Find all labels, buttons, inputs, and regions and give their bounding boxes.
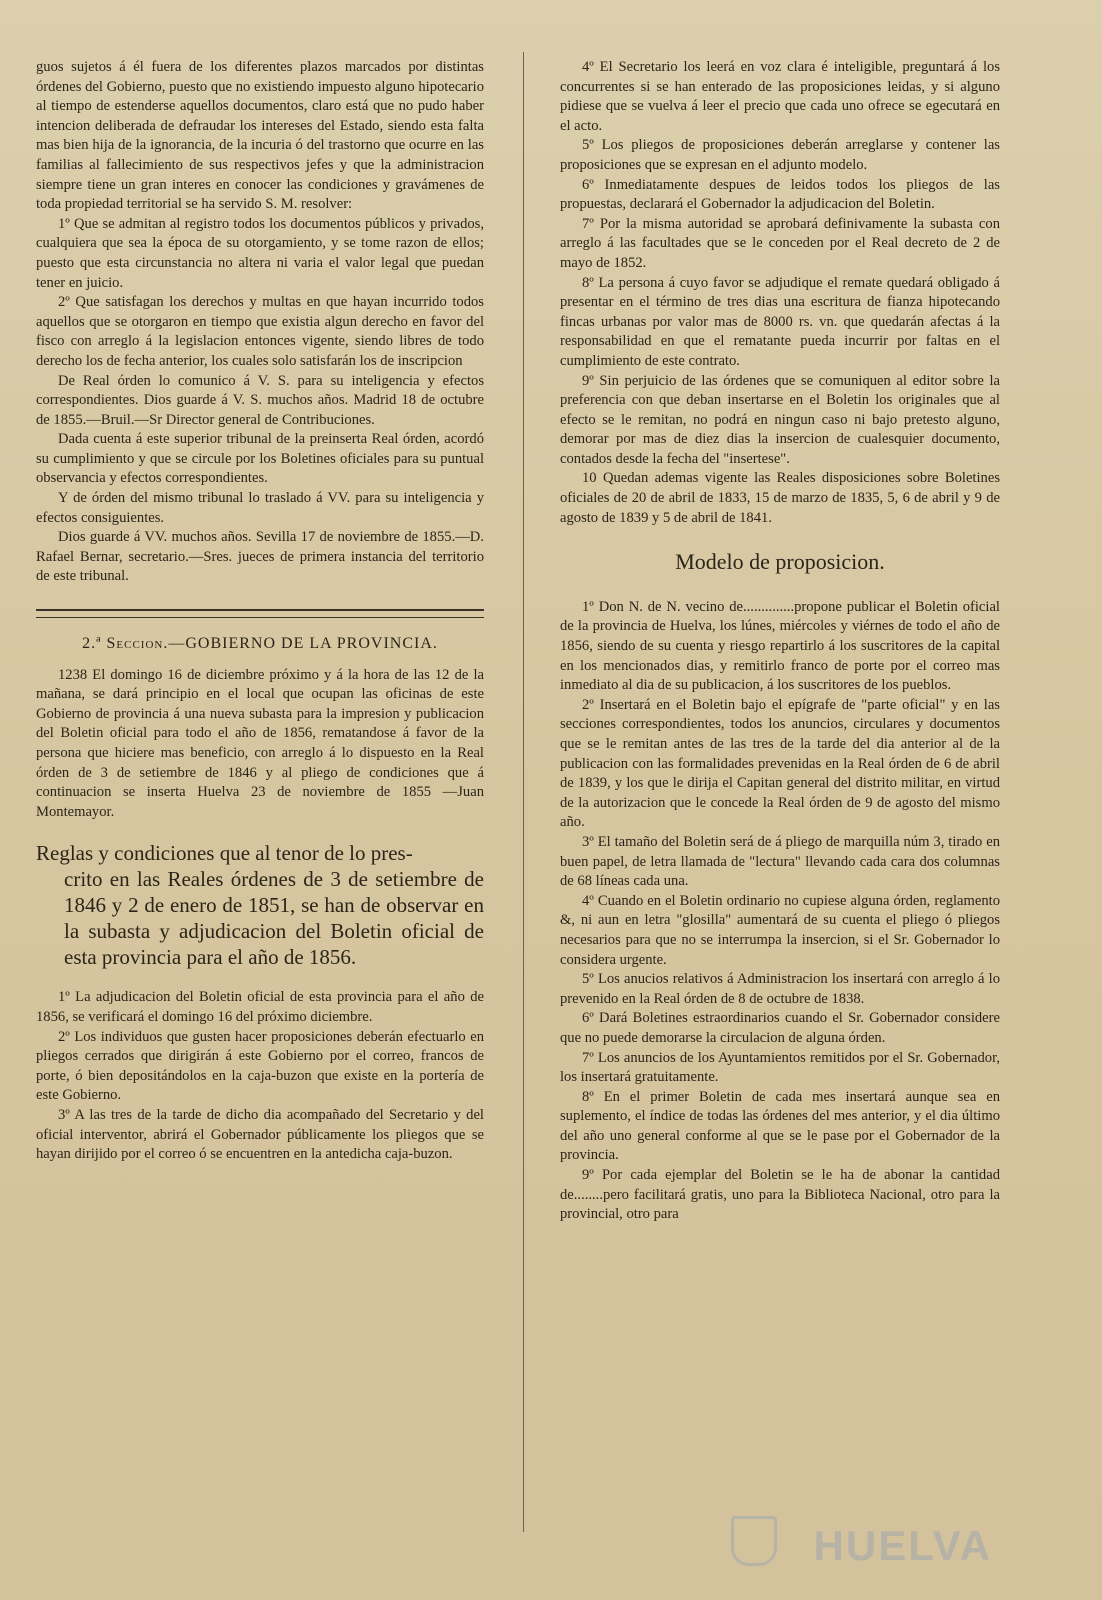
modelo-item: 8º En el primer Boletin de cada mes insertará aunque sea en suplemento, el índice de todas las órdenes del mes anterior, y el dia último del año uno general conforme al que se le pase por el Gobernador de la provincia.	[560, 1088, 1000, 1164]
modelo-item: 4º Cuando en el Boletin ordinario no cupiese alguna órden, reglamento &, ni aun en letra "glosilla" aumentará de su cuenta el pliego ó pliegos necesarios para que no se interrumpa la insercion, si el Sr. Gobernador lo considera urgente.	[560, 892, 1000, 968]
left-paragraph: guos sujetos á él fuera de los diferentes plazos marcados por distintas órdenes del Gobierno, puesto que no existiendo impuesto alguno hipotecario al tiempo de estenderse aquellos documentos, claro está que no pudo haber intencion deliberada de defraudar los intereses del Estado, siendo esta falta mas bien hija de la ignorancia, de la incuria ó del trastorno que ocurre en las familias al fallecimiento de sus respectivos jefes y que la administracion siempre tiene un gran interes en conocer las condiciones y gravámenes de toda propiedad territorial se ha servido S. M. resolver:	[36, 59, 484, 213]
modelo-item: 9º Por cada ejemplar del Boletin se le ha de abonar la cantidad de........pero facilitará gratis, uno para la Biblioteca Nacional, otro para la provincial, otro para	[560, 1167, 1000, 1223]
section-divider	[36, 609, 484, 618]
modelo-item: 6º Dará Boletines estraordinarios cuando el Sr. Gobernador considere que no puede demorarse la circulacion de alguna órden.	[560, 1010, 1000, 1046]
left-paragraph: De Real órden lo comunico á V. S. para su inteligencia y efectos correspondientes. Dios guarde á V. S. muchos años. Madrid 18 de octubre de 1855.—Bruil.—Sr Director general de Contribuciones.	[36, 372, 484, 428]
section-prefix: 2.ª Seccion.	[82, 635, 169, 653]
left-column	[36, 58, 484, 1165]
modelo-item: 1º Don N. de N. vecino de..............propone publicar el Boletin oficial de la provincia de Huelva, los lúnes, miércoles y viérnes de todo el año de 1856, siendo de su cuenta y riesgo repartirlo á los suscritores de la capital en los mencionados dias, y remitirlo franco de porte por el correo mas inmediato al dia de su publicacion, á los suscritores de los pueblos.	[560, 598, 1000, 694]
modelo-item: 3º El tamaño del Boletin será de á pliego de marquilla núm 3, tirado en buen papel, de letra llamada de "lectura" llevando cada cara dos columnas de 68 líneas cada una.	[560, 833, 1000, 890]
watermark-logo: HUELVA	[813, 1522, 992, 1569]
rule-item: 2º Los individuos que gusten hacer proposiciones deberán efectuarlo en pliegos cerrados que dirigirán á este Gobierno por el correo, francos de porte, ó bien depositándolos en la caja-buzon que existe en la portería de este Gobierno.	[36, 1028, 484, 1104]
notice-1238: 1238 El domingo 16 de diciembre próximo y á la hora de las 12 de la mañana, se dará principio en el local que ocupan las oficinas de este Gobierno de provincia á una nueva subasta para la impresion y publicacion del Boletin oficial para todo el año de 1856, rematandose á favor de la persona que hiciere mas beneficio, con arreglo á lo dispuesto en la Real órden de 3 de setiembre de 1846 y al pliego de condiciones que á continuacion se inserta Huelva 23 de noviembre de 1855 —Juan Montemayor.	[36, 666, 484, 820]
section-title: —GOBIERNO DE LA PROVINCIA.	[168, 635, 438, 653]
rule-item: 7º Por la misma autoridad se aprobará definivamente la subasta con arreglo á las facultades que se le conceden por el Real decreto de 2 de mayo de 1852.	[560, 215, 1000, 271]
left-paragraph: Dios guarde á VV. muchos años. Sevilla 17 de noviembre de 1855.—D. Rafael Bernar, secretario.—Sres. jueces de primera instancia del territorio de este tribunal.	[36, 529, 484, 585]
column-divider	[523, 52, 524, 1532]
rule-item: 1º La adjudicacion del Boletin oficial de esta provincia para el año de 1856, se verificará el domingo 16 del próximo diciembre.	[36, 989, 484, 1025]
rule-item: 9º Sin perjuicio de las órdenes que se comuniquen al editor sobre la preferencia con que deban insertarse en el Boletin los originales que al efecto se le remitan, no podrá en ningun caso ni bajo pretesto alguno, demorar por mas de diez dias la insercion de cualesquier documento, contados desde la fecha del "insertese".	[560, 372, 1000, 467]
section-heading	[36, 634, 484, 654]
left-paragraph: 1º Que se admitan al registro todos los documentos públicos y privados, cualquiera que sea la época de su otorgamiento, y se tome razon de ellos; puesto que esta circunstancia no altera ni varia el valor legal que puedan tener en juicio.	[36, 215, 484, 291]
modelo-item: 7º Los anuncios de los Ayuntamientos remitidos por el Sr. Gobernador, los insertará gratuitamente.	[560, 1049, 1000, 1086]
modelo-title: Modelo de proposicion.	[675, 549, 885, 575]
modelo-item: 5º Los anucios relativos á Administracion los insertará con arreglo á lo prevenido en la Real órden de 8 de octubre de 1838.	[560, 971, 1000, 1007]
rule-item: 6º Inmediatamente despues de leidos todos los pliegos de las propuestas, declarará el Gobernador la adjudicacion del Boletin.	[560, 176, 1000, 213]
rule-item: 8º La persona á cuyo favor se adjudique el remate quedará obligado á presentar en el término de tres dias una escritura de fianza hipotecando fincas urbanas por valor mas de 8000 rs. vn. que quedarán afectas á la responsabilidad en que el rematante pueda incurrir por faltas en el cumplimiento de este contrato.	[560, 274, 1000, 369]
rules-heading-rest: crito en las Reales órdenes de 3 de setiembre de 1846 y 2 de enero de 1851, se han de observar en la subasta y adjudicacion del Boletin oficial de esta provincia para el año de 1856.	[64, 867, 484, 970]
watermark-shield-icon	[731, 1516, 777, 1566]
left-paragraph: 2º Que satisfagan los derechos y multas en que hayan incurrido todos aquellos que se otorgaron en tiempo que existia algun derecho en favor del fisco con arreglo á la legislacion entonces vigente, siendo libres de todo derecho los de fecha anterior, los cuales solo satisfarán los de inscripcion	[36, 294, 484, 369]
left-paragraph: Dada cuenta á este superior tribunal de la preinserta Real órden, acordó su cumplimiento y que se circule por los Boletines oficiales para su puntual observancia y efectos correspondientes.	[36, 431, 484, 487]
left-paragraph: Y de órden del mismo tribunal lo traslado á VV. para su inteligencia y efectos consiguientes.	[36, 490, 484, 526]
rule-item: 5º Los pliegos de proposiciones deberán arreglarse y contener las proposiciones que se expresan en el adjunto modelo.	[560, 137, 1000, 173]
rule-item: 3º A las tres de la tarde de dicho dia acompañado del Secretario y del oficial interventor, abrirá el Gobernador públicamente los pliegos que se hayan dirijido por el correo ó se encuentren en la antedicha caja-buzon.	[36, 1106, 484, 1163]
rules-heading-first-line: Reglas y condiciones que al tenor de lo pres-	[36, 841, 413, 866]
right-column	[560, 58, 1000, 1225]
rules-heading	[36, 840, 484, 970]
rule-item: 4º El Secretario los leerá en voz clara é inteligible, preguntará á los concurrentes si se han enterado de las proposiciones leidas, y si alguno pidiese que se vuelva á leer el precio que cada uno ofrece se egecutará en el acto.	[560, 59, 1000, 134]
rule-item: 10 Quedan ademas vigente las Reales disposiciones sobre Boletines oficiales de 20 de abril de 1833, 15 de marzo de 1835, 5, 6 de abril y 9 de agosto de 1839 y 5 de abril de 1841.	[560, 470, 1000, 526]
modelo-item: 2º Insertará en el Boletin bajo el epígrafe de "parte oficial" y en las secciones correspondientes, todos los anuncios, circulares y documentos que se le remitan antes de las tres de la tarde del dia anterior al de la publicacion con las formalidades prevenidas en la Real órden de 6 de abril de 1839, y los que le dirija el Capitan general del distrito militar, en virtud de la autorizacion que le concede la Real órden de 9 de agosto del mismo año.	[560, 696, 1000, 831]
